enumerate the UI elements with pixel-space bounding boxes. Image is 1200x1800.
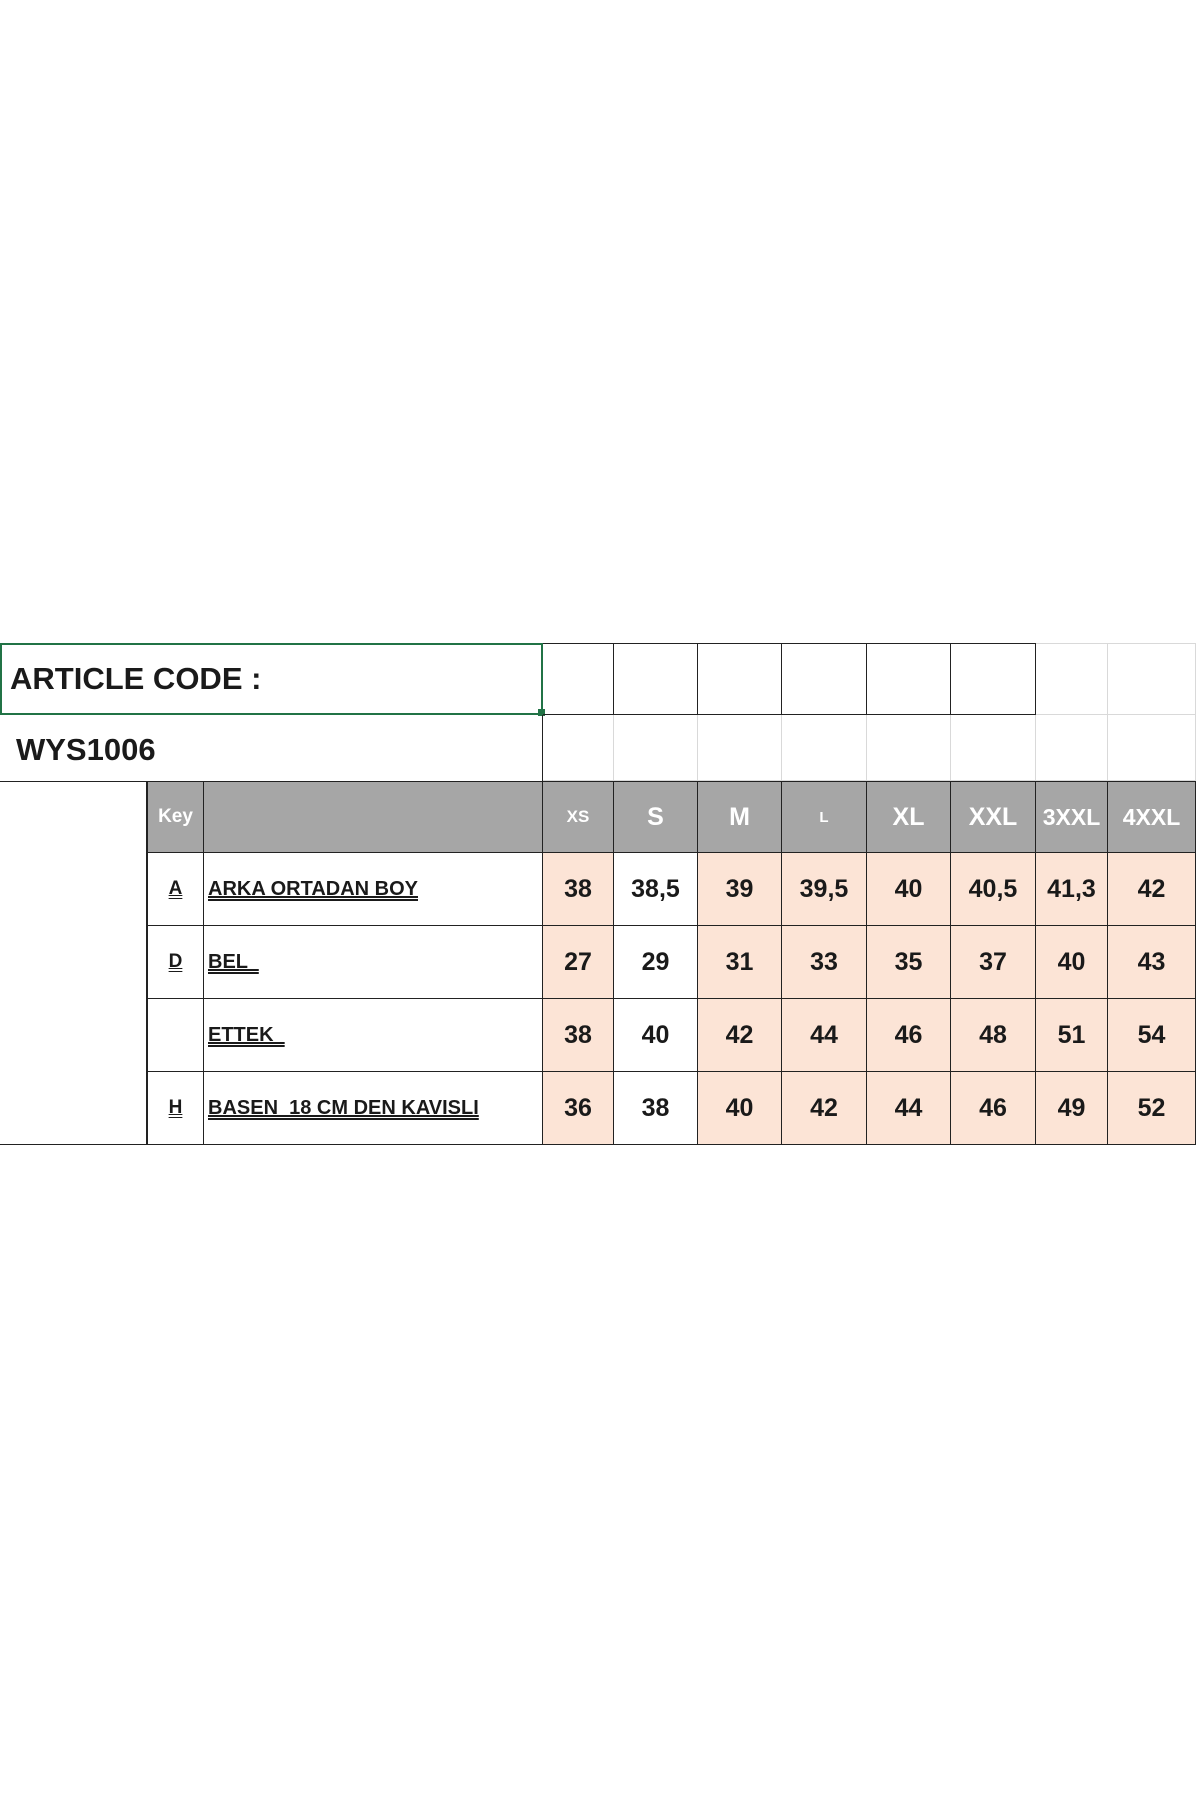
measurement-value[interactable]: 40 <box>698 1072 782 1145</box>
measurement-value[interactable]: 46 <box>867 999 951 1072</box>
measurement-value[interactable]: 39,5 <box>782 853 867 926</box>
row-key: D <box>147 926 204 999</box>
measurement-value[interactable]: 38 <box>543 999 614 1072</box>
row-label: ARKA ORTADAN BOY <box>204 853 543 926</box>
empty-cell[interactable] <box>867 643 951 715</box>
empty-cell[interactable] <box>698 643 782 715</box>
empty-cell[interactable] <box>614 643 698 715</box>
row-key: H <box>147 1072 204 1145</box>
empty-cell[interactable] <box>1108 643 1196 715</box>
empty-cell[interactable] <box>1108 715 1196 781</box>
empty-cell[interactable] <box>867 715 951 781</box>
measurement-value[interactable]: 37 <box>951 926 1036 999</box>
measurement-value[interactable]: 27 <box>543 926 614 999</box>
measurement-value[interactable]: 42 <box>1108 853 1196 926</box>
empty-cell[interactable] <box>614 715 698 781</box>
measurement-value[interactable]: 40 <box>867 853 951 926</box>
row-key <box>147 999 204 1072</box>
empty-cell[interactable] <box>782 643 867 715</box>
measurement-value[interactable]: 31 <box>698 926 782 999</box>
measurement-value[interactable]: 33 <box>782 926 867 999</box>
empty-cell[interactable] <box>543 643 614 715</box>
size-header-xxl: XXL <box>951 781 1036 853</box>
measurement-value[interactable]: 29 <box>614 926 698 999</box>
empty-cell[interactable] <box>698 715 782 781</box>
measurement-value[interactable]: 52 <box>1108 1072 1196 1145</box>
article-code-value[interactable]: WYS1006 <box>0 715 543 785</box>
article-code-label[interactable]: ARTICLE CODE : <box>0 643 543 715</box>
measurement-value[interactable]: 43 <box>1108 926 1196 999</box>
left-empty-block <box>0 781 147 1145</box>
size-header-l: L <box>782 781 867 853</box>
row-label: BASEN 18 CM DEN KAVISLI <box>204 1072 543 1145</box>
row-label: BEL <box>204 926 543 999</box>
label-header <box>204 781 543 853</box>
measurement-value[interactable]: 38 <box>543 853 614 926</box>
measurement-value[interactable]: 54 <box>1108 999 1196 1072</box>
measurement-value[interactable]: 48 <box>951 999 1036 1072</box>
measurement-value[interactable]: 35 <box>867 926 951 999</box>
row-key: A <box>147 853 204 926</box>
measurement-value[interactable]: 49 <box>1036 1072 1108 1145</box>
measurement-value[interactable]: 44 <box>782 999 867 1072</box>
size-header-m: M <box>698 781 782 853</box>
empty-cell[interactable] <box>1036 643 1108 715</box>
empty-cell[interactable] <box>782 715 867 781</box>
measurement-value[interactable]: 46 <box>951 1072 1036 1145</box>
measurement-value[interactable]: 40,5 <box>951 853 1036 926</box>
empty-cell[interactable] <box>951 643 1036 715</box>
measurement-value[interactable]: 51 <box>1036 999 1108 1072</box>
measurement-value[interactable]: 41,3 <box>1036 853 1108 926</box>
size-header-xs: XS <box>543 781 614 853</box>
size-header-4xxl: 4XXL <box>1108 781 1196 853</box>
measurement-value[interactable]: 38 <box>614 1072 698 1145</box>
empty-cell[interactable] <box>1036 715 1108 781</box>
measurement-value[interactable]: 44 <box>867 1072 951 1145</box>
size-header-3xxl: 3XXL <box>1036 781 1108 853</box>
measurement-value[interactable]: 42 <box>782 1072 867 1145</box>
row-label: ETTEK <box>204 999 543 1072</box>
measurement-value[interactable]: 42 <box>698 999 782 1072</box>
measurement-value[interactable]: 40 <box>1036 926 1108 999</box>
size-header-xl: XL <box>867 781 951 853</box>
measurement-value[interactable]: 36 <box>543 1072 614 1145</box>
size-header-s: S <box>614 781 698 853</box>
measurement-value[interactable]: 38,5 <box>614 853 698 926</box>
measurement-value[interactable]: 40 <box>614 999 698 1072</box>
key-header: Key <box>147 781 204 853</box>
empty-cell[interactable] <box>543 715 614 781</box>
empty-cell[interactable] <box>951 715 1036 781</box>
size-chart-sheet <box>0 643 1200 1145</box>
measurement-value[interactable]: 39 <box>698 853 782 926</box>
